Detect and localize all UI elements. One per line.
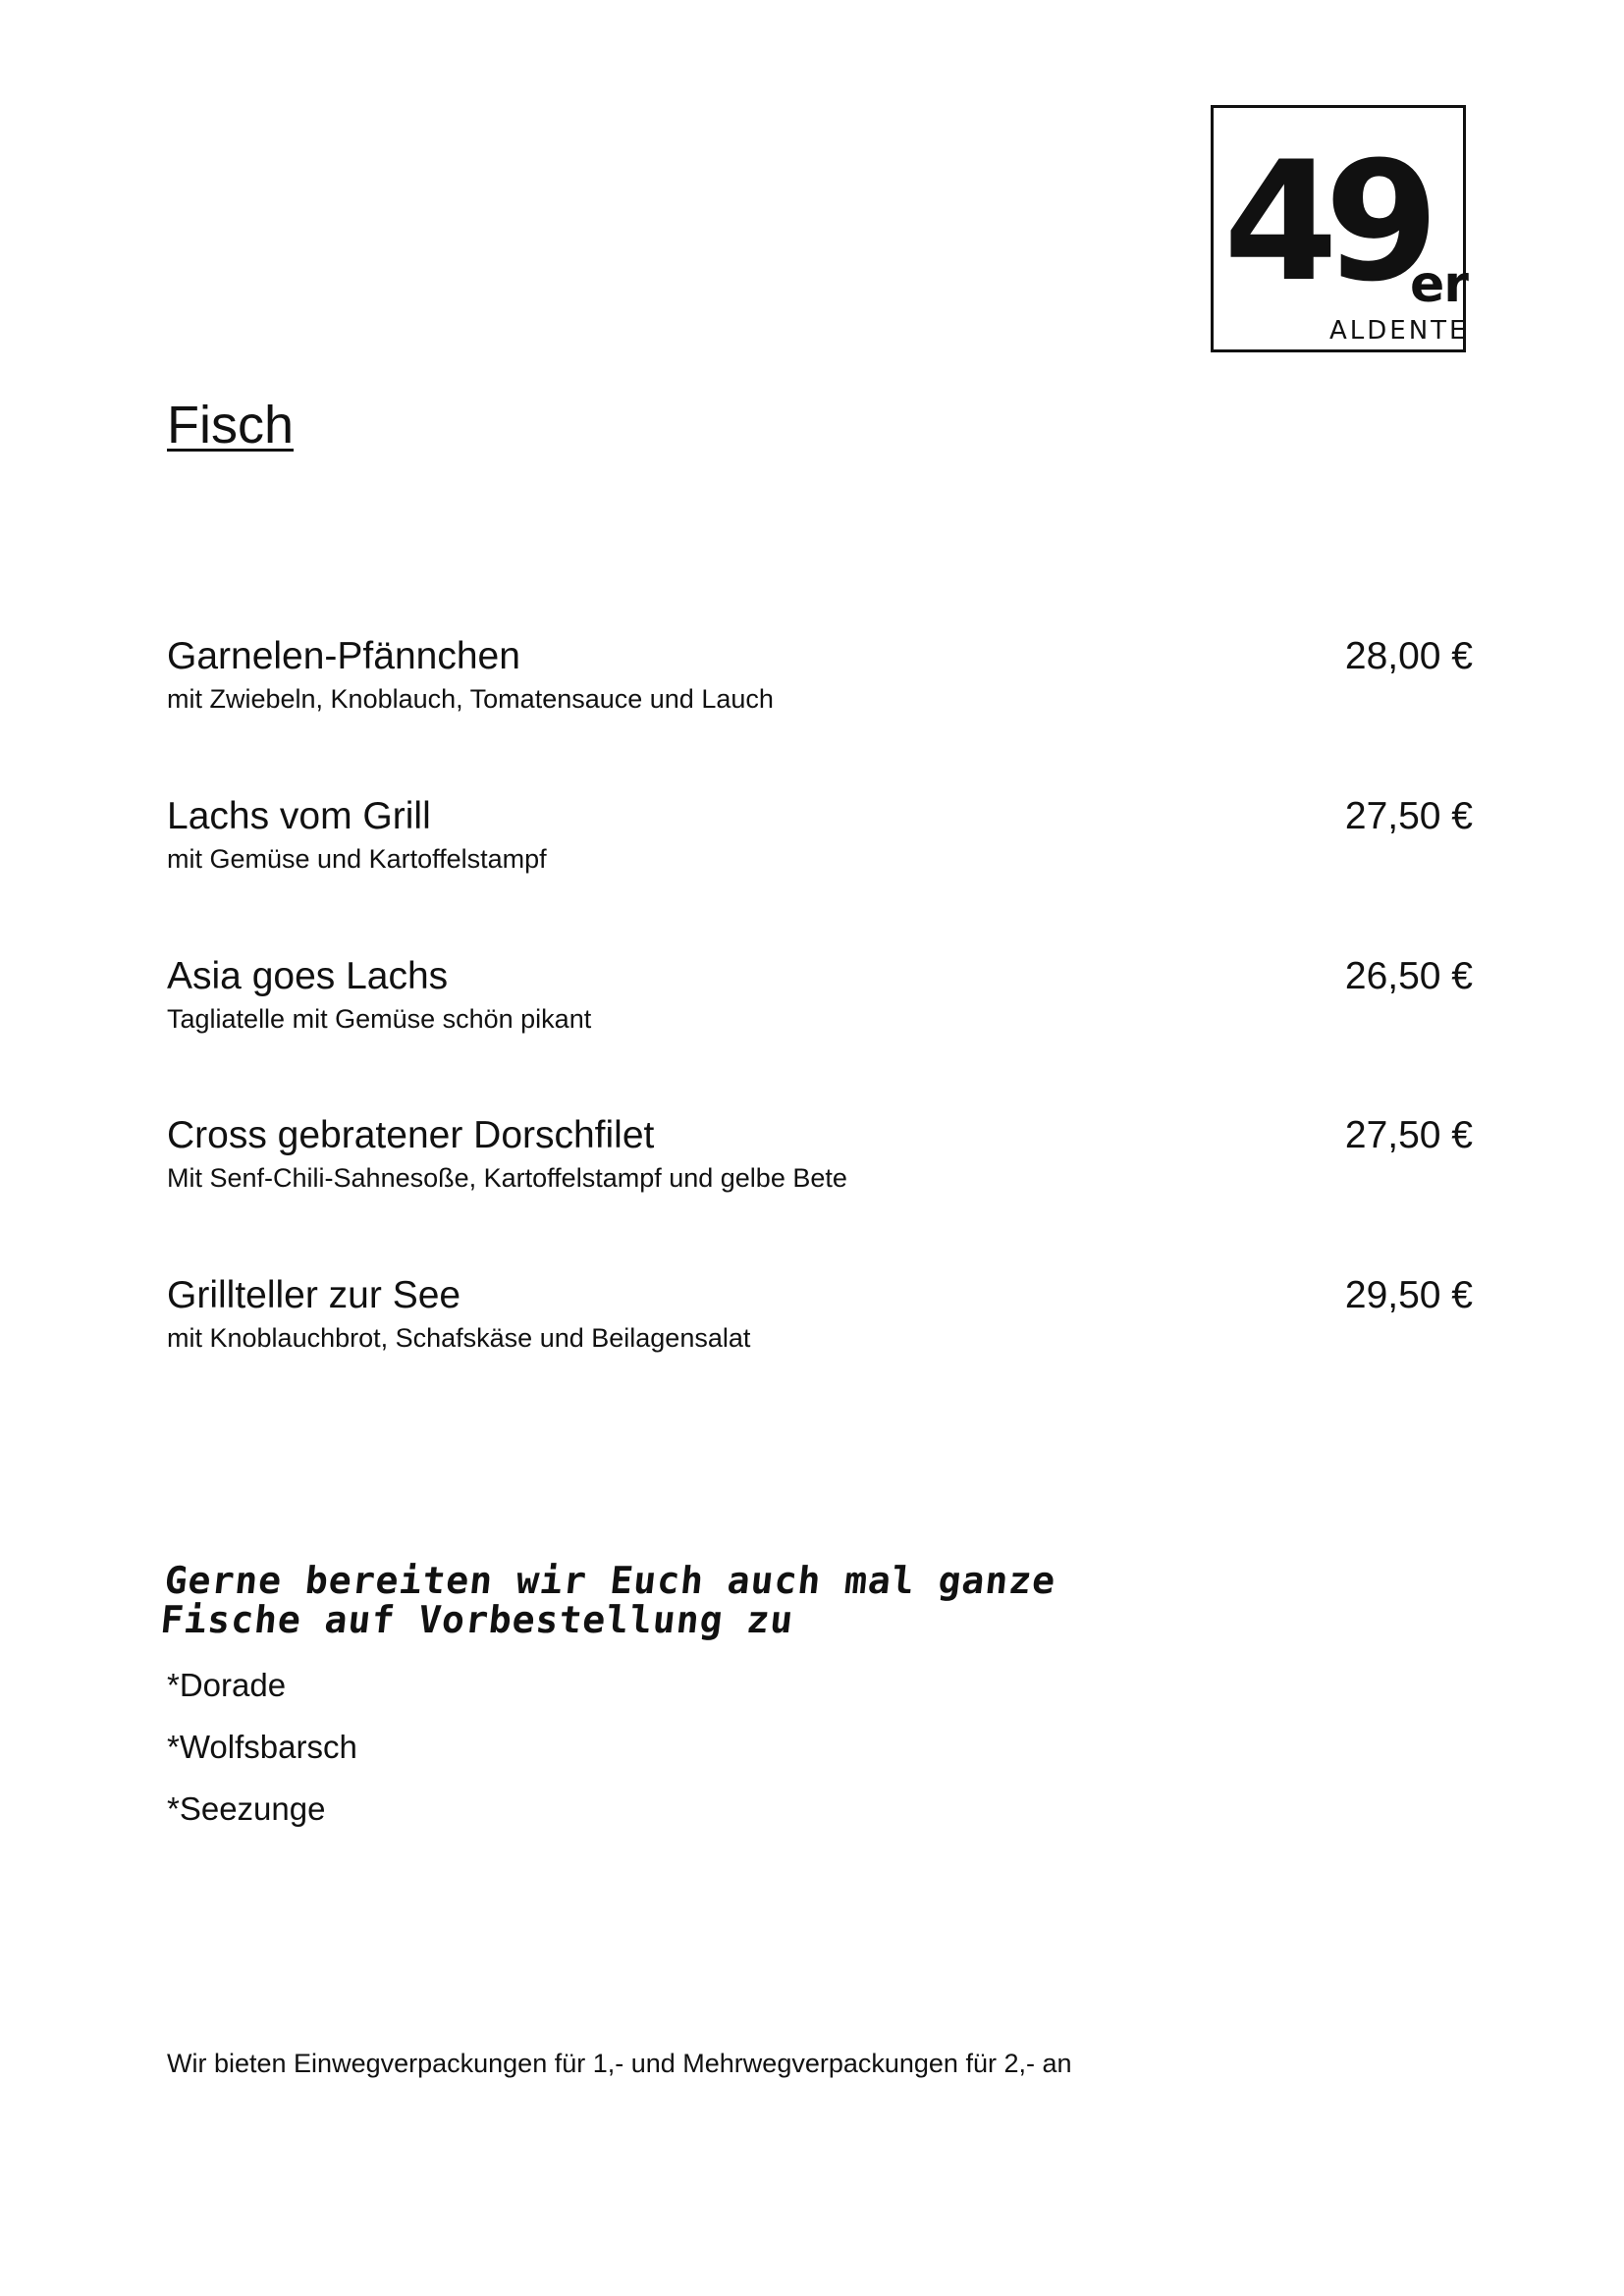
logo (1211, 105, 1469, 352)
item-price: 26,50 € (1344, 955, 1473, 997)
whole-fish-item: *Wolfsbarsch (167, 1729, 357, 1765)
logo-subtitle: ALDENTE (1329, 316, 1469, 346)
item-description: mit Zwiebeln, Knoblauch, Tomatensauce und Lauch (167, 684, 774, 714)
preorder-note-line: Fische auf Vorbestellung zu (158, 1598, 796, 1641)
section-title: Fisch (167, 396, 295, 454)
whole-fish-item: *Seezunge (167, 1790, 326, 1827)
item-description: Tagliatelle mit Gemüse schön pikant (167, 1004, 592, 1034)
menu-item (167, 1273, 1473, 1362)
item-description: mit Knoblauchbrot, Schafskäse und Beilagensalat (167, 1323, 751, 1353)
menu-item (167, 1113, 1473, 1201)
menu-item (167, 794, 1473, 882)
logo-suffix: er (1410, 255, 1468, 314)
item-description: mit Gemüse und Kartoffelstampf (167, 844, 547, 874)
item-name: Lachs vom Grill (167, 795, 431, 837)
item-price: 28,00 € (1344, 635, 1473, 677)
preorder-note (159, 1561, 1247, 1639)
item-name: Cross gebratener Dorschfilet (167, 1114, 655, 1156)
menu-item (167, 954, 1473, 1042)
whole-fish-item: *Dorade (167, 1667, 287, 1703)
item-price: 29,50 € (1344, 1274, 1473, 1316)
item-price: 27,50 € (1344, 1114, 1473, 1156)
item-name: Asia goes Lachs (167, 955, 449, 997)
menu-item (167, 634, 1473, 722)
item-price: 27,50 € (1344, 795, 1473, 837)
item-name: Garnelen-Pfännchen (167, 635, 520, 677)
item-description: Mit Senf-Chili-Sahnesoße, Kartoffelstampf und gelbe Bete (167, 1163, 847, 1193)
packaging-note: Wir bieten Einwegverpackungen für 1,- und Mehrwegverpackungen für 2,- an (167, 2049, 1072, 2078)
item-name: Grillteller zur See (167, 1274, 461, 1316)
logo-number: 49 (1223, 126, 1426, 318)
preorder-note-line: Gerne bereiten wir Euch auch mal ganze (162, 1559, 1058, 1602)
